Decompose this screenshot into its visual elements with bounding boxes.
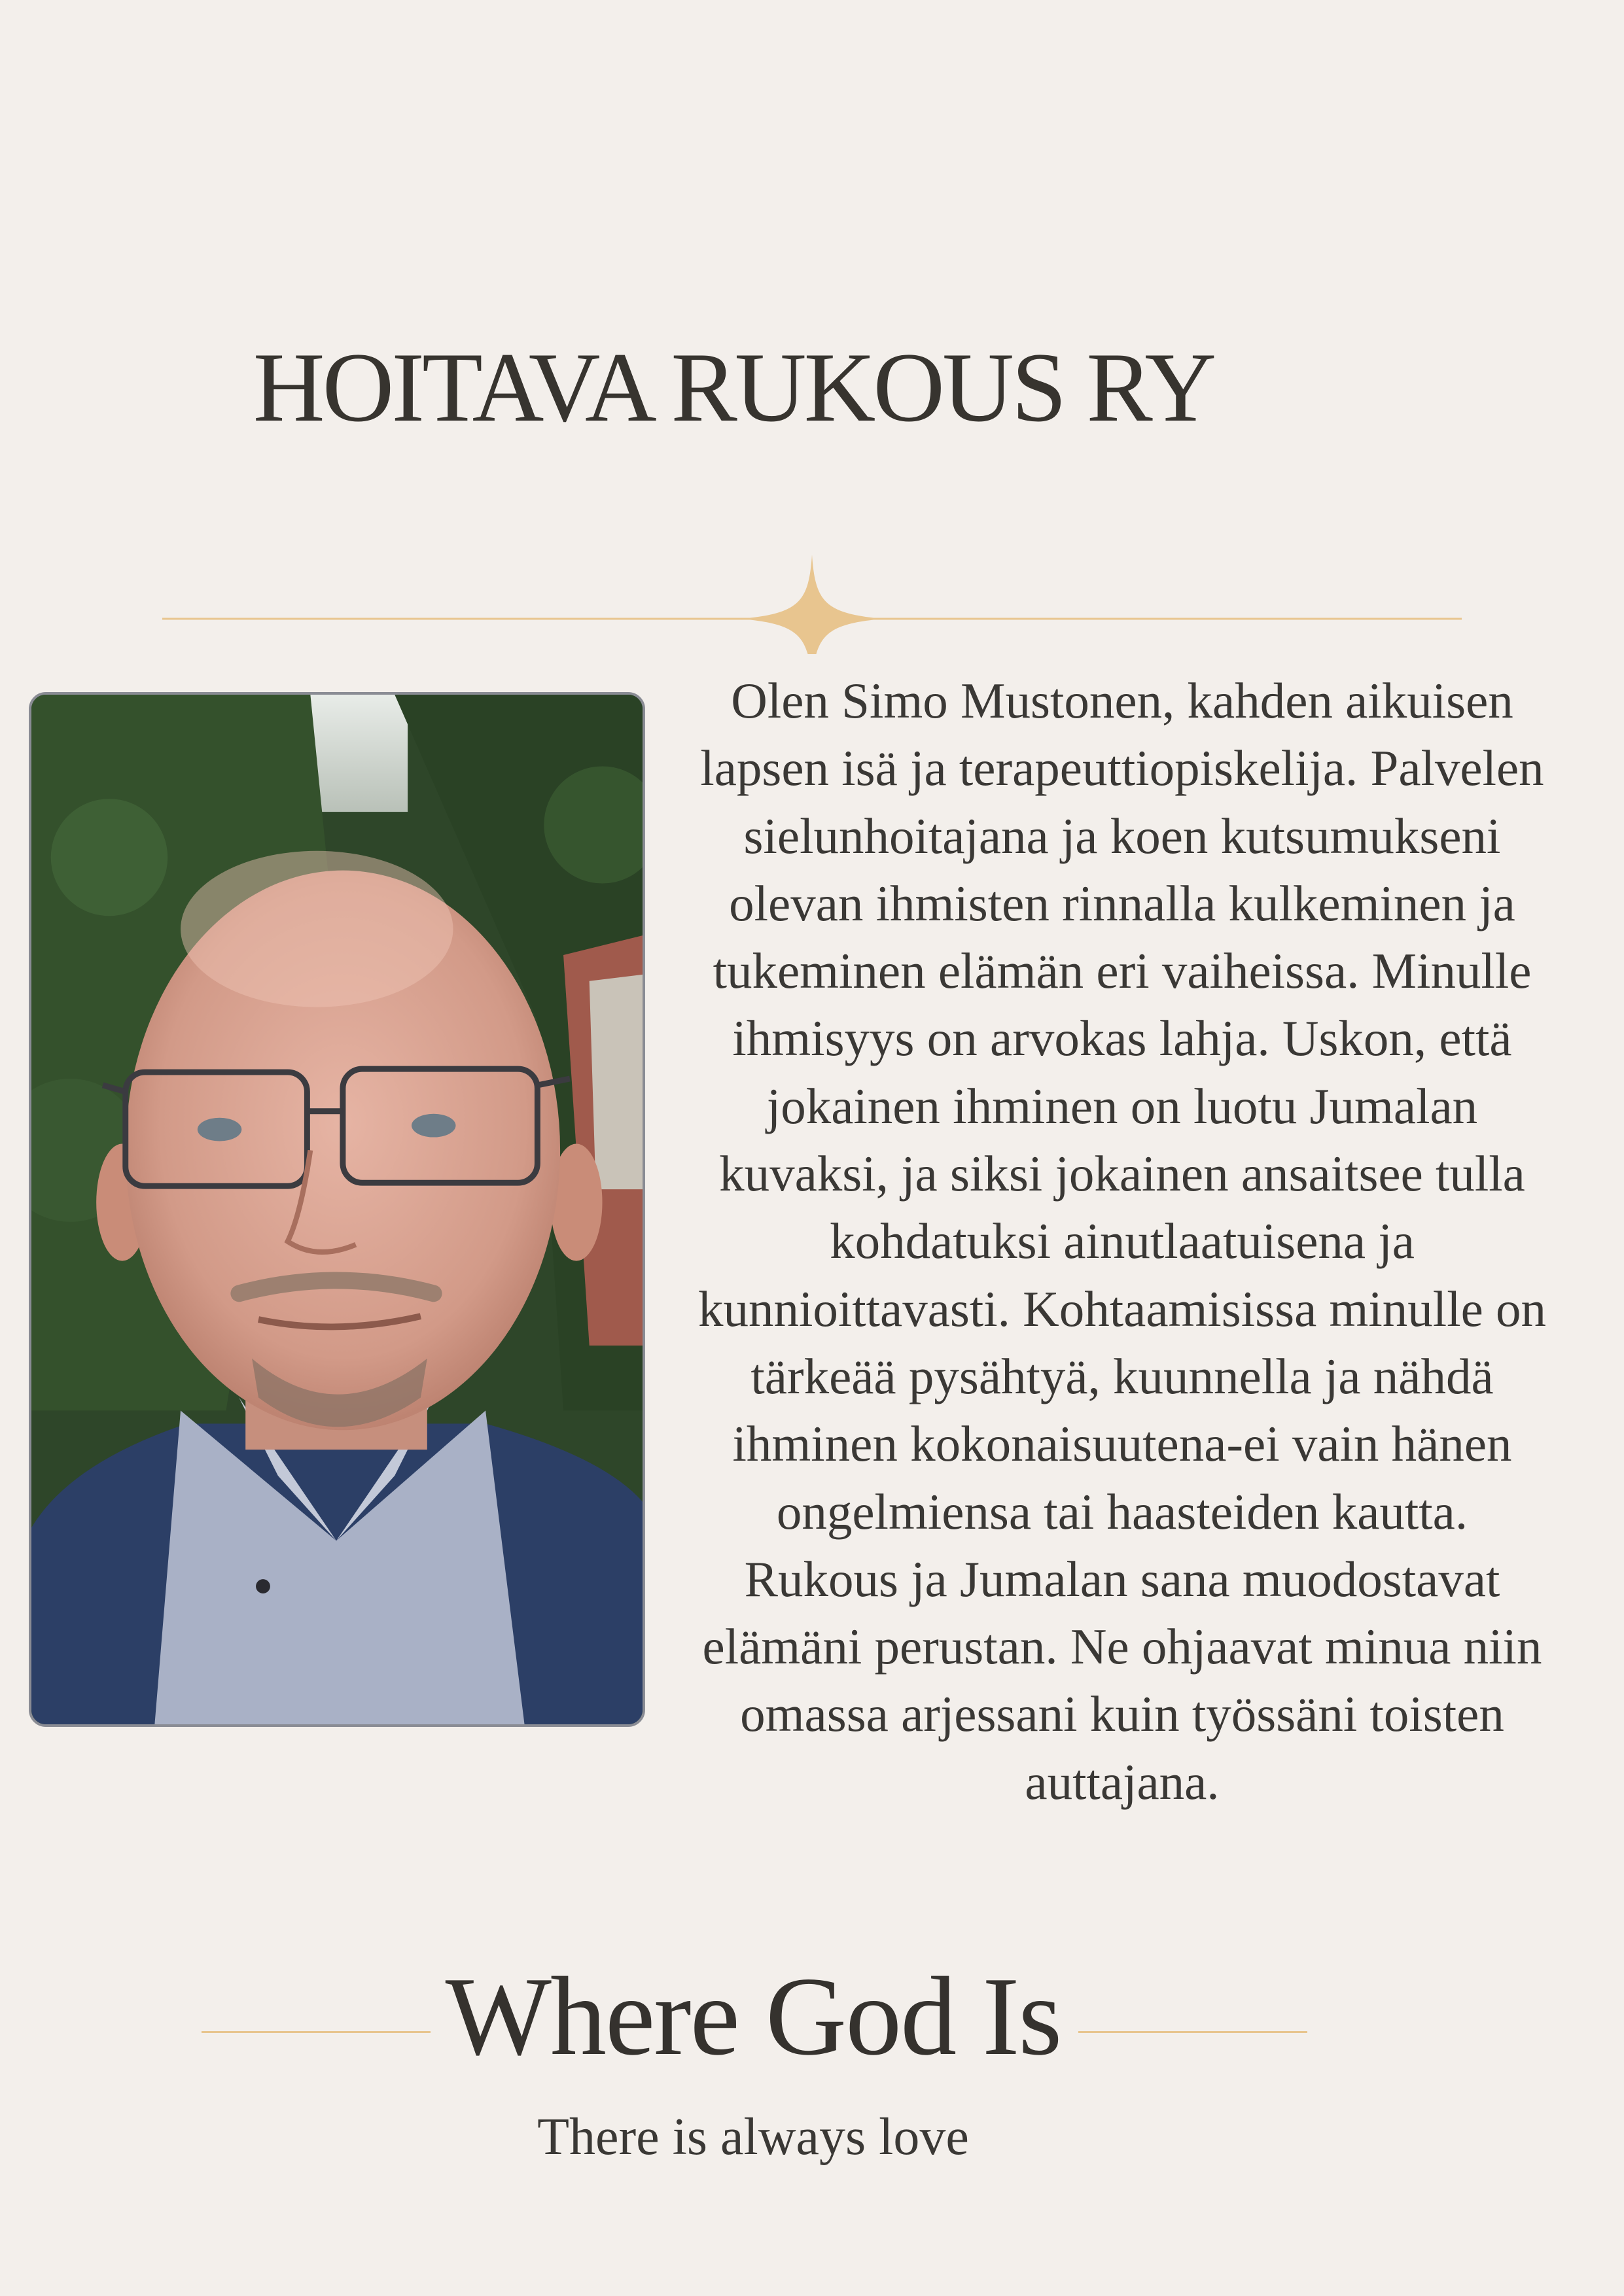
bio-line: kuvaksi, ja siksi jokainen ansaitsee tulla	[719, 1145, 1525, 1202]
bio-line: Rukous ja Jumalan sana muodostavat	[744, 1550, 1500, 1607]
bio-line: olevan ihmisten rinnalla kulkeminen ja	[729, 875, 1515, 931]
page-title: HOITAVA RUKOUS RY	[253, 332, 1214, 442]
bio-line: jokainen ihminen on luotu Jumalan	[766, 1077, 1478, 1134]
bio-line: auttajana.	[1025, 1753, 1220, 1810]
bio-line: tärkeää pysähtyä, kuunnella ja nähdä	[750, 1348, 1494, 1404]
bio-line: ihminen kokonaisuutena-ei vain hänen	[732, 1416, 1512, 1472]
bio-line: tukeminen elämän eri vaiheissa. Minulle	[713, 943, 1532, 1000]
bio-line: ihmisyys on arvokas lahja. Uskon, että	[732, 1010, 1512, 1067]
bio-text	[661, 667, 1583, 1816]
tagline: Where God Is	[445, 1955, 1061, 2079]
tagline-subtitle: There is always love	[537, 2108, 969, 2166]
bio-line: kunnioittavasti. Kohtaamisissa minulle on	[697, 1280, 1547, 1337]
bio-line: Olen Simo Mustonen, kahden aikuisen	[731, 672, 1513, 729]
tagline-rule-right	[1078, 2031, 1307, 2033]
portrait-illustration	[31, 695, 643, 1724]
star-divider	[0, 549, 1624, 654]
bio-line: lapsen isä ja terapeuttiopiskelija. Palvelen	[700, 740, 1544, 797]
bio-line: kohdatuksi ainutlaatuisena ja	[830, 1213, 1415, 1270]
bio-line: omassa arjessani kuin työssäni toisten	[740, 1686, 1504, 1743]
bio-line: elämäni perustan. Ne ohjaavat minua niin	[702, 1618, 1542, 1675]
portrait-photo	[29, 692, 645, 1727]
sparkle-icon	[741, 555, 883, 654]
bio-line: ongelmiensa tai haasteiden kautta.	[776, 1483, 1468, 1540]
bio-line: sielunhoitajana ja koen kutsumukseni	[743, 807, 1501, 864]
